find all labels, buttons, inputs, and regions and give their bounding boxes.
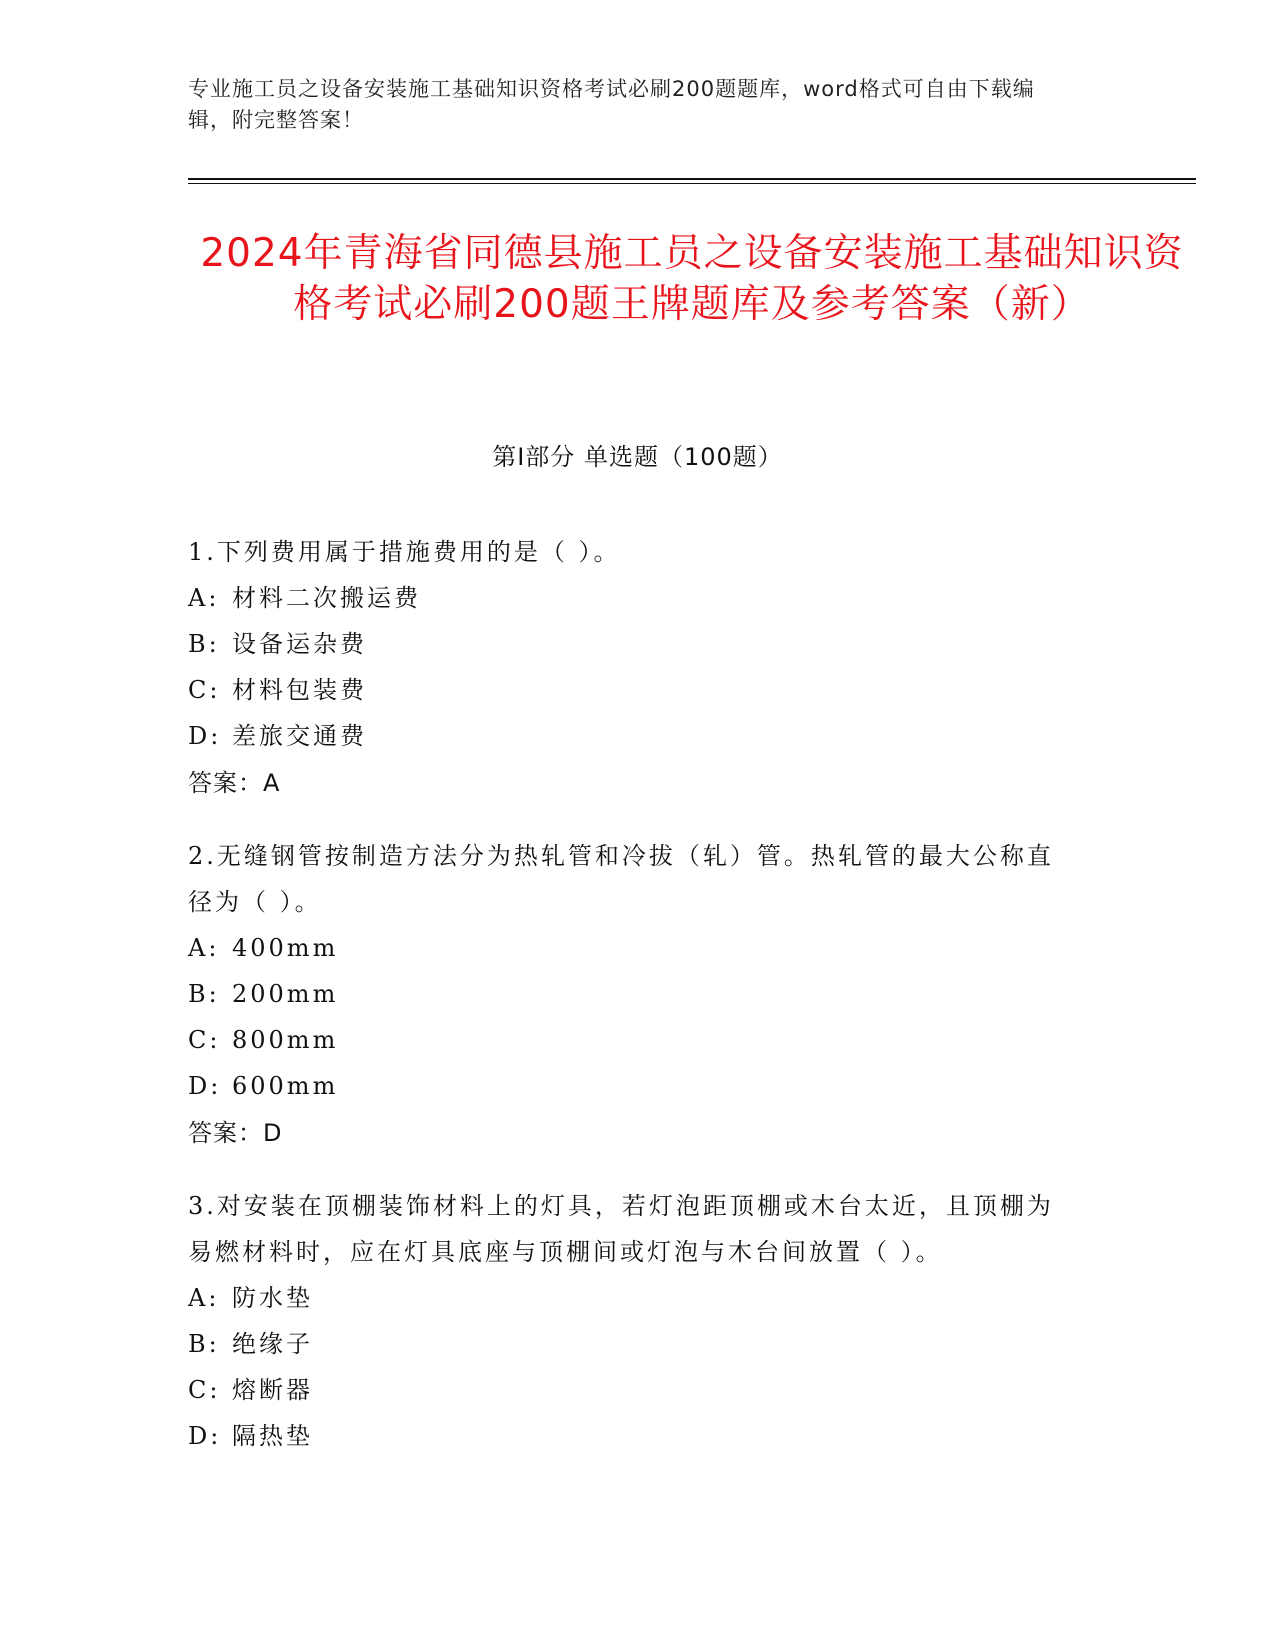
option-text: 设备运杂费 (232, 630, 367, 658)
option-d (188, 1063, 1068, 1109)
header-rule (188, 178, 1196, 180)
option-text: 800mm (232, 1026, 339, 1054)
question-stem: 3.对安装在顶棚装饰材料上的灯具，若灯泡距顶棚或木台太近，且顶棚为易燃材料时，应在灯具底座与顶棚间或灯泡与木台间放置（ ）。 (188, 1192, 1054, 1266)
answer-value: A (263, 769, 281, 797)
answer-label: 答案： (188, 1119, 263, 1147)
option-text: 600mm (232, 1072, 339, 1100)
option-key: B: (188, 630, 220, 658)
option-key: C: (188, 676, 221, 704)
option-key: C: (188, 1376, 221, 1404)
option-text: 差旅交通费 (232, 722, 367, 750)
answer-line (188, 1109, 1068, 1157)
option-text: 400mm (232, 934, 339, 962)
option-a (188, 925, 1068, 971)
question-2 (188, 833, 1068, 1157)
option-text: 绝缘子 (232, 1330, 313, 1358)
option-b (188, 1321, 1068, 1367)
option-b (188, 971, 1068, 1017)
option-text: 200mm (232, 980, 339, 1008)
question-stem: 1.下列费用属于措施费用的是（ ）。 (188, 538, 621, 566)
section-heading: 第I部分 单选题（100题） (492, 443, 783, 471)
option-c (188, 1367, 1068, 1413)
option-d (188, 1413, 1068, 1459)
option-key: A: (188, 1284, 220, 1312)
option-c (188, 667, 1068, 713)
option-key: D: (188, 722, 222, 750)
answer-line (188, 759, 1068, 807)
option-a (188, 575, 1068, 621)
answer-label: 答案： (188, 769, 263, 797)
option-key: D: (188, 1422, 222, 1450)
header-rule-thin (188, 183, 1196, 184)
option-key: B: (188, 1330, 220, 1358)
document-title: 2024年青海省同德县施工员之设备安装施工基础知识资格考试必刷200题王牌题库及参考答案（新） (200, 231, 1184, 327)
option-c (188, 1017, 1068, 1063)
option-a (188, 1275, 1068, 1321)
answer-value: D (263, 1119, 283, 1147)
option-d (188, 713, 1068, 759)
question-3 (188, 1183, 1068, 1459)
option-key: D: (188, 1072, 222, 1100)
option-text: 隔热垫 (232, 1422, 313, 1450)
option-key: C: (188, 1026, 221, 1054)
option-text: 材料包装费 (232, 676, 367, 704)
option-key: B: (188, 980, 220, 1008)
option-b (188, 621, 1068, 667)
question-stem: 2.无缝钢管按制造方法分为热轧管和冷拔（轧）管。热轧管的最大公称直径为（ ）。 (188, 842, 1054, 916)
option-key: A: (188, 934, 220, 962)
option-text: 材料二次搬运费 (232, 584, 421, 612)
question-1 (188, 529, 1068, 807)
question-list (188, 529, 1068, 1485)
header-note: 专业施工员之设备安装施工基础知识资格考试必刷200题题库，word格式可自由下载编辑，附完整答案！ (188, 77, 1035, 132)
option-key: A: (188, 584, 220, 612)
option-text: 防水垫 (232, 1284, 313, 1312)
option-text: 熔断器 (232, 1376, 313, 1404)
